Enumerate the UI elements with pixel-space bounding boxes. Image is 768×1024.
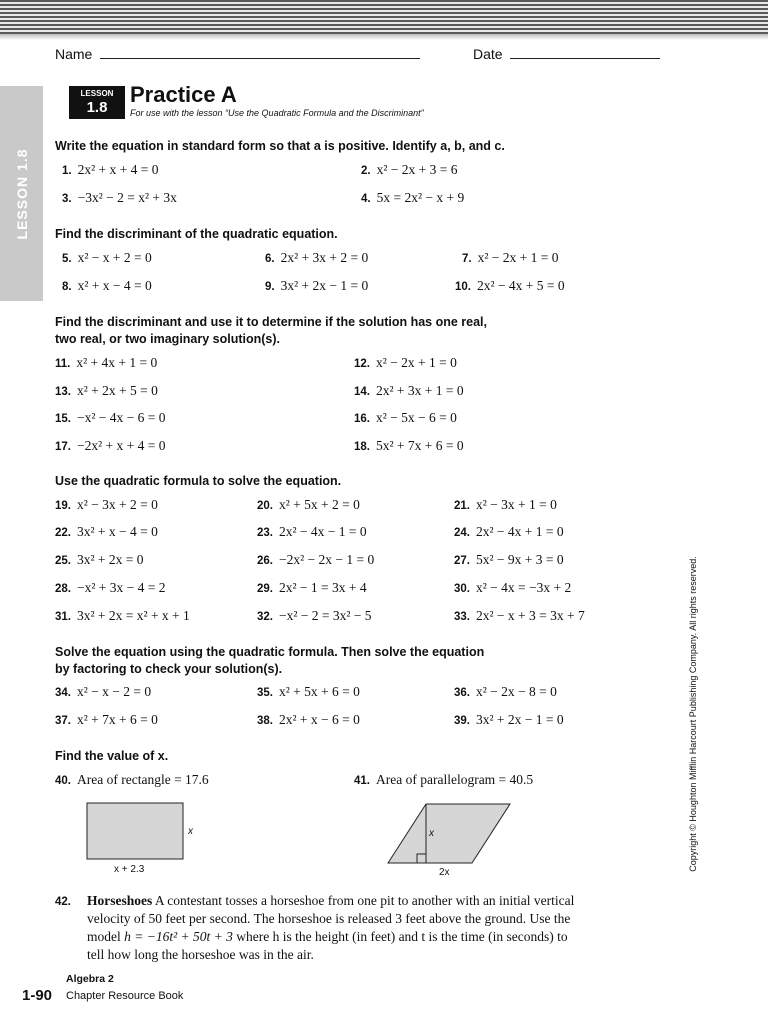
problem [354, 410, 457, 426]
top-stripes [0, 0, 768, 40]
problem [55, 684, 151, 700]
problem-number: 36. [454, 687, 470, 699]
problem-equation: 3x² + 2x = 0 [77, 552, 144, 567]
problem [55, 410, 166, 426]
parallelogram-shape [388, 804, 510, 863]
problem [62, 278, 152, 294]
problem [55, 524, 158, 540]
word-problem [55, 892, 575, 962]
problem-number: 3. [62, 193, 72, 205]
problem [55, 438, 166, 454]
problem-number: 39. [454, 715, 470, 727]
problem-number: 7. [462, 253, 472, 265]
rectangle-diagram [86, 802, 186, 862]
instruction-5-line1: Solve the equation using the quadratic formula. Then solve the equation [55, 645, 485, 659]
side-tab-label: LESSON 1.8 [13, 148, 30, 239]
problem-number: 25. [55, 555, 71, 567]
problem-equation: 3x² + 2x = x² + x + 1 [77, 608, 190, 623]
problem-equation: −x² − 2 = 3x² − 5 [279, 608, 372, 623]
problem [454, 712, 564, 728]
date-label: Date [473, 46, 503, 62]
copyright-notice: Copyright © Houghton Mifflin Harcourt Publishing Company. All rights reserved. [688, 556, 698, 872]
problem [55, 580, 166, 596]
problem-equation: x² − 4x = −3x + 2 [476, 580, 572, 595]
problem-number: 4. [361, 193, 371, 205]
problem [257, 712, 360, 728]
problem-equation: x² − 5x − 6 = 0 [376, 410, 457, 425]
problem-number: 37. [55, 715, 71, 727]
word-problem-title: Horseshoes [87, 893, 153, 908]
problem-equation: −x² + 3x − 4 = 2 [77, 580, 166, 595]
word-problem-text [87, 892, 577, 964]
instruction-3-line1: Find the discriminant and use it to determine if the solution has one real, [55, 315, 488, 329]
problem [265, 278, 368, 294]
instruction-3-line2: two real, or two imaginary solution(s). [55, 332, 281, 346]
problem-number: 13. [55, 386, 71, 398]
side-lesson-tab [0, 86, 43, 301]
problem [55, 772, 209, 788]
problem-equation: x² − 2x + 1 = 0 [376, 355, 457, 370]
instruction-2: Find the discriminant of the quadratic equation. [55, 227, 338, 241]
problem-equation: −2x² + x + 4 = 0 [77, 438, 166, 453]
problem-equation: x² + 5x + 2 = 0 [279, 497, 360, 512]
problem [462, 250, 558, 266]
problem-number: 32. [257, 611, 273, 623]
problem [454, 524, 564, 540]
problem-number: 24. [454, 527, 470, 539]
problem-number: 41. [354, 775, 370, 787]
problem [62, 162, 158, 178]
problem-equation: x² + 7x + 6 = 0 [77, 712, 158, 727]
problem-number: 22. [55, 527, 71, 539]
word-problem-text-after: where h is the height (in feet) and t is the time (in seconds) to tell how long the horseshoe was in the air. [87, 929, 568, 962]
problem-number: 17. [55, 441, 71, 453]
problem [455, 278, 565, 294]
problem [55, 608, 190, 624]
problem [454, 608, 585, 624]
problem [454, 497, 557, 513]
problem-number: 20. [257, 500, 273, 512]
problem-equation: 2x² + 3x + 2 = 0 [280, 250, 369, 265]
problem-equation: x² + 2x + 5 = 0 [77, 383, 158, 398]
page-title: Practice A [130, 82, 237, 107]
rectangle-shape [87, 803, 183, 859]
problem [361, 162, 457, 178]
problem-equation: x² + x − 4 = 0 [77, 278, 152, 293]
problem-number: 15. [55, 413, 71, 425]
problem [354, 383, 464, 399]
problem [354, 772, 533, 788]
problem-number: 8. [62, 281, 72, 293]
problem-number: 40. [55, 775, 71, 787]
problem-equation: x² + 5x + 6 = 0 [279, 684, 360, 699]
lesson-badge-label: LESSON [80, 89, 114, 98]
problem-equation: −x² − 4x − 6 = 0 [77, 410, 166, 425]
problem-equation: 5x² − 9x + 3 = 0 [476, 552, 564, 567]
problem-equation: −2x² − 2x − 1 = 0 [279, 552, 375, 567]
problem-equation: x² − 2x − 8 = 0 [476, 684, 557, 699]
name-field [55, 46, 420, 62]
date-field [473, 46, 660, 62]
problem-number: 12. [354, 358, 370, 370]
problem-number: 21. [454, 500, 470, 512]
problem-equation: 2x² + x + 4 = 0 [77, 162, 159, 177]
word-problem-text-before: A contestant tosses a horseshoe from one pit to another with an initial vertical velocity of 50 feet per second. The horseshoe is released 3 feet above the ground. Use the model [87, 893, 575, 944]
parallelogram-base-label: 2x [439, 867, 450, 878]
problem-equation: 5x² + 7x + 6 = 0 [376, 438, 464, 453]
problem-equation: x² − 2x + 3 = 6 [376, 162, 458, 177]
problem-equation: x² + 4x + 1 = 0 [76, 355, 158, 370]
problem [55, 712, 158, 728]
problem [257, 497, 360, 513]
problem-equation: 3x² + x − 4 = 0 [77, 524, 158, 539]
problem-equation: Area of parallelogram = 40.5 [376, 772, 534, 787]
problem-equation: 2x² + x − 6 = 0 [279, 712, 360, 727]
problem [354, 438, 464, 454]
book-title: Algebra 2 [66, 973, 114, 985]
problem-number: 10. [455, 281, 471, 293]
problem-equation: x² − 2x + 1 = 0 [477, 250, 559, 265]
problem-number: 42. [55, 896, 71, 908]
problem [55, 355, 157, 371]
problem-number: 19. [55, 500, 71, 512]
problem [55, 383, 158, 399]
problem-number: 6. [265, 253, 275, 265]
problem-number: 33. [454, 611, 470, 623]
problem-equation: x² − 3x + 1 = 0 [476, 497, 557, 512]
problem [62, 190, 177, 206]
rectangle-height-label: x [188, 826, 193, 837]
date-blank [510, 46, 660, 59]
problem-equation: 2x² − 4x + 1 = 0 [476, 524, 564, 539]
problem [361, 190, 464, 206]
problem-equation: x² − x + 2 = 0 [77, 250, 152, 265]
parallelogram-height-label: x [429, 828, 434, 839]
chapter-resource-label: Chapter Resource Book [66, 990, 184, 1002]
problem-equation: 2x² − 1 = 3x + 4 [279, 580, 367, 595]
problem [257, 580, 367, 596]
problem [55, 497, 158, 513]
problem-number: 5. [62, 253, 72, 265]
problem-number: 34. [55, 687, 71, 699]
problem-number: 1. [62, 165, 72, 177]
problem [454, 552, 564, 568]
problem-number: 35. [257, 687, 273, 699]
parallelogram-diagram [386, 802, 516, 866]
problem-number: 38. [257, 715, 273, 727]
problem [454, 580, 571, 596]
problem-equation: Area of rectangle = 17.6 [77, 772, 209, 787]
problem [257, 684, 360, 700]
name-label: Name [55, 46, 93, 62]
problem [454, 684, 557, 700]
problem [257, 524, 367, 540]
problem-equation: 5x = 2x² − x + 9 [376, 190, 465, 205]
problem-number: 16. [354, 413, 370, 425]
rectangle-width-label: x + 2.3 [114, 864, 145, 875]
problem-number: 2. [361, 165, 371, 177]
problem-number: 29. [257, 583, 273, 595]
problem-number: 28. [55, 583, 71, 595]
instruction-5-line2: by factoring to check your solution(s). [55, 662, 283, 676]
problem [265, 250, 368, 266]
name-blank [100, 46, 420, 59]
problem-equation: x² − 3x + 2 = 0 [77, 497, 158, 512]
lesson-badge-number: 1.8 [86, 99, 108, 116]
instruction-1: Write the equation in standard form so that a is positive. Identify a, b, and c. [55, 139, 505, 153]
page-number: 1-90 [22, 987, 53, 1004]
problem-equation: 2x² − x + 3 = 3x + 7 [476, 608, 585, 623]
problem-equation: x² − x − 2 = 0 [77, 684, 152, 699]
problem-number: 31. [55, 611, 71, 623]
problem [62, 250, 152, 266]
problem [257, 608, 372, 624]
problem-equation: 3x² + 2x − 1 = 0 [476, 712, 564, 727]
problem-equation: 2x² − 4x − 1 = 0 [279, 524, 367, 539]
problem-number: 18. [354, 441, 370, 453]
problem-equation: −3x² − 2 = x² + 3x [77, 190, 177, 205]
problem [354, 355, 457, 371]
problem-number: 9. [265, 281, 275, 293]
problem-number: 27. [454, 555, 470, 567]
problem [257, 552, 374, 568]
problem-number: 23. [257, 527, 273, 539]
problem-number: 14. [354, 386, 370, 398]
instruction-4: Use the quadratic formula to solve the equation. [55, 474, 342, 488]
problem-number: 30. [454, 583, 470, 595]
problem-number: 26. [257, 555, 273, 567]
problem-equation: 2x² − 4x + 5 = 0 [477, 278, 565, 293]
problem-equation: 3x² + 2x − 1 = 0 [280, 278, 369, 293]
problem-equation: 2x² + 3x + 1 = 0 [376, 383, 464, 398]
problem-number: 11. [55, 358, 71, 370]
word-problem-model: h = −16t² + 50t + 3 [124, 929, 233, 944]
page-subtitle: For use with the lesson “Use the Quadratic Formula and the Discriminant” [130, 108, 424, 118]
lesson-badge [69, 86, 125, 119]
problem [55, 552, 144, 568]
instruction-6: Find the value of x. [55, 749, 169, 763]
